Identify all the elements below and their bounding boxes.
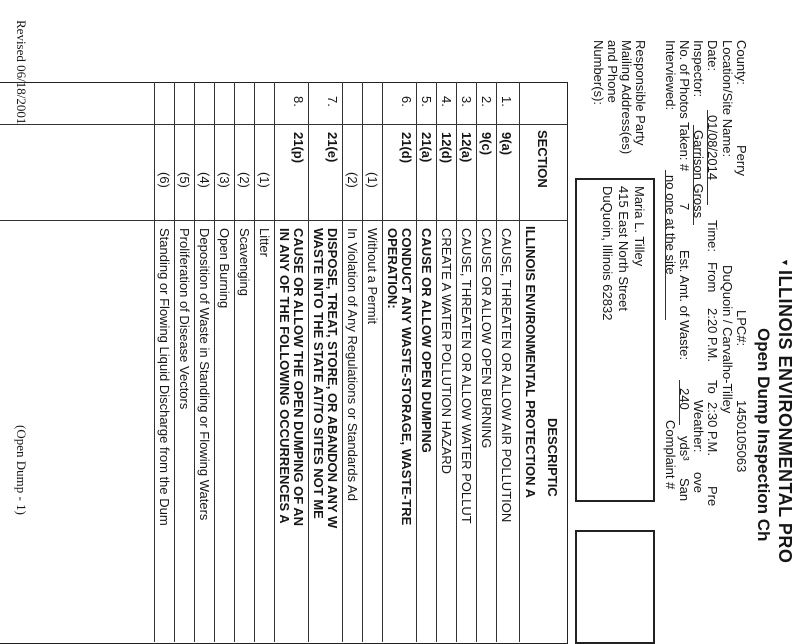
header-mark: ▼ [780, 258, 790, 267]
rp-label-3: and Phone [605, 40, 620, 103]
table-row [477, 82, 497, 642]
date-underline [707, 110, 708, 205]
row-number: 5. [419, 96, 434, 107]
row-section: (3) [217, 172, 232, 188]
inspector-underline [693, 125, 694, 225]
table-row [457, 82, 477, 642]
row-section: 9(a) [499, 132, 514, 156]
complaint-label: Complaint # [663, 420, 678, 490]
row-description: CAUSE OR ALLOW THE OPEN DUMPING OF AN [291, 228, 306, 527]
row-description: CAUSE OR ALLOW OPEN DUMPING [419, 228, 434, 453]
row-section: (4) [197, 172, 212, 188]
time-label: Time: [705, 220, 720, 253]
waste-label: Est. Amt. of Waste: [677, 250, 692, 361]
pre-label: Pre [705, 486, 720, 507]
location-label: Location/Site Name: [720, 40, 735, 158]
table-header-divider [519, 82, 520, 642]
row-divider [154, 82, 155, 642]
photos-value: 7 [677, 203, 692, 211]
row-section: 12(d) [439, 132, 454, 164]
rp-label-4: Number(s): [591, 40, 606, 106]
row-section: (5) [177, 172, 192, 188]
row-section: 12(a) [459, 132, 474, 163]
rp-street: 415 East North Street [616, 186, 631, 312]
row-section: (2) [237, 172, 252, 188]
row-description: CAUSE, THREATEN OR ALLOW WATER POLLUT [459, 228, 474, 524]
table-row [175, 82, 195, 642]
table-row [383, 82, 417, 642]
row-section: 21(a) [419, 132, 434, 163]
waste-unit: yds³ [677, 436, 692, 461]
rp-label-1: Responsible Party [633, 40, 648, 146]
row-description-2: WASTE INTO THE STATE AT/TO SITES NOT ME [311, 228, 326, 519]
section-header: SECTION [535, 130, 550, 188]
row-description: Litter [257, 228, 272, 257]
row-number: 7. [325, 96, 340, 107]
row-section: (1) [365, 172, 380, 188]
date-label: Date: [705, 40, 720, 72]
description-header: DESCRIPTIC [545, 418, 560, 497]
county-value: Perry [734, 145, 749, 177]
interviewed-label: Interviewed: [663, 40, 678, 111]
row-description: DISPOSE, TREAT, STORE, OR ABANDON ANY W [325, 228, 340, 529]
table-row [275, 82, 309, 642]
right-box [575, 530, 655, 644]
row-section: 21(e) [325, 132, 340, 163]
location-value: DuQuoin / Carvalho-Tilley [720, 265, 735, 414]
row-description: Scavenging [237, 228, 252, 296]
date-value: 01/08/2014 [705, 115, 720, 181]
rp-label-2: Mailing Address(es) [619, 40, 634, 155]
row-section: 9(c) [479, 132, 494, 156]
lpc-value: 1450105063 [734, 400, 749, 473]
row-number: 1. [499, 96, 514, 107]
table-row [155, 82, 175, 642]
county-label: County: [734, 40, 749, 85]
row-section: (6) [157, 172, 172, 188]
time-from-label: From [705, 262, 720, 293]
row-description: In Violation of Any Regulations or Standards Ad [345, 228, 360, 501]
table-row [195, 82, 215, 642]
weather-label: Weather: [691, 400, 706, 453]
inspector-label: Inspector: [691, 40, 706, 98]
waste-underline [679, 380, 680, 425]
row-number: 8. [291, 96, 306, 107]
agency-title: ILLINOIS ENVIRONMENTAL PRO [775, 270, 795, 564]
interviewed-value: no one at the site [663, 175, 678, 275]
row-description: Open Burning [217, 228, 232, 309]
row-description: CONDUCT ANY WASTE-STORAGE, WASTE-TRE [399, 228, 414, 526]
row-number: 3. [459, 96, 474, 107]
table-row [309, 82, 343, 642]
time-to-label: To [705, 380, 720, 394]
photos-label: No. of Photos Taken: # [677, 40, 692, 172]
row-section: (1) [257, 172, 272, 188]
row-description: Deposition of Waste in Standing or Flowing Waters [197, 228, 212, 521]
row-description: CAUSE OR ALLOW OPEN BURNING [479, 228, 494, 449]
page-label: (Open Dump - 1) [14, 425, 29, 515]
waste-amount: 240 [677, 388, 692, 410]
row-section: 21(d) [399, 132, 414, 164]
act-header: ILLINOIS ENVIRONMENTAL PROTECTION A [523, 226, 538, 499]
lpc-label: LPC#: [734, 310, 749, 347]
row-description: Standing or Flowing Liquid Discharge from the Dum [157, 228, 172, 526]
row-description: Proliferation of Disease Vectors [177, 228, 192, 410]
time-from-value: 2:20 P.M. [705, 308, 720, 362]
row-number: 2. [479, 96, 494, 107]
table-row [437, 82, 457, 642]
rp-city: DuQuoin, Illinois 62832 [600, 186, 615, 321]
san-label: San [677, 478, 692, 502]
row-number: 4. [439, 96, 454, 107]
row-section: (2) [345, 172, 360, 188]
row-description: Without a Permit [365, 228, 380, 325]
time-to-value: 2:30 P.M. [705, 402, 720, 456]
form-subtitle: Open Dump Inspection Ch [754, 328, 773, 542]
row-description-2: OPERATION: [385, 228, 400, 309]
table-row [255, 82, 275, 642]
rp-name: Maria L. Tilley [632, 186, 647, 267]
table-row [235, 82, 255, 642]
revised-date: Revised 06/18/2001 [14, 20, 29, 125]
table-row [417, 82, 437, 642]
row-description: CAUSE, THREATEN OR ALLOW AIR POLLUTION [499, 228, 514, 523]
table-row [497, 82, 517, 642]
inspector-value: Garrison Gross [691, 130, 706, 219]
table-row [363, 82, 383, 642]
table-row [215, 82, 235, 642]
row-number: 6. [399, 96, 414, 107]
weather-value: ove [691, 472, 706, 493]
interviewed-underline [665, 170, 666, 320]
row-section: 21(p) [291, 132, 306, 164]
row-description: CREATE A WATER POLLUTION HAZARD [439, 228, 454, 475]
table-row [343, 82, 363, 642]
row-description-2: IN ANY OF THE FOLLOWING OCCURRENCES A [277, 228, 292, 524]
